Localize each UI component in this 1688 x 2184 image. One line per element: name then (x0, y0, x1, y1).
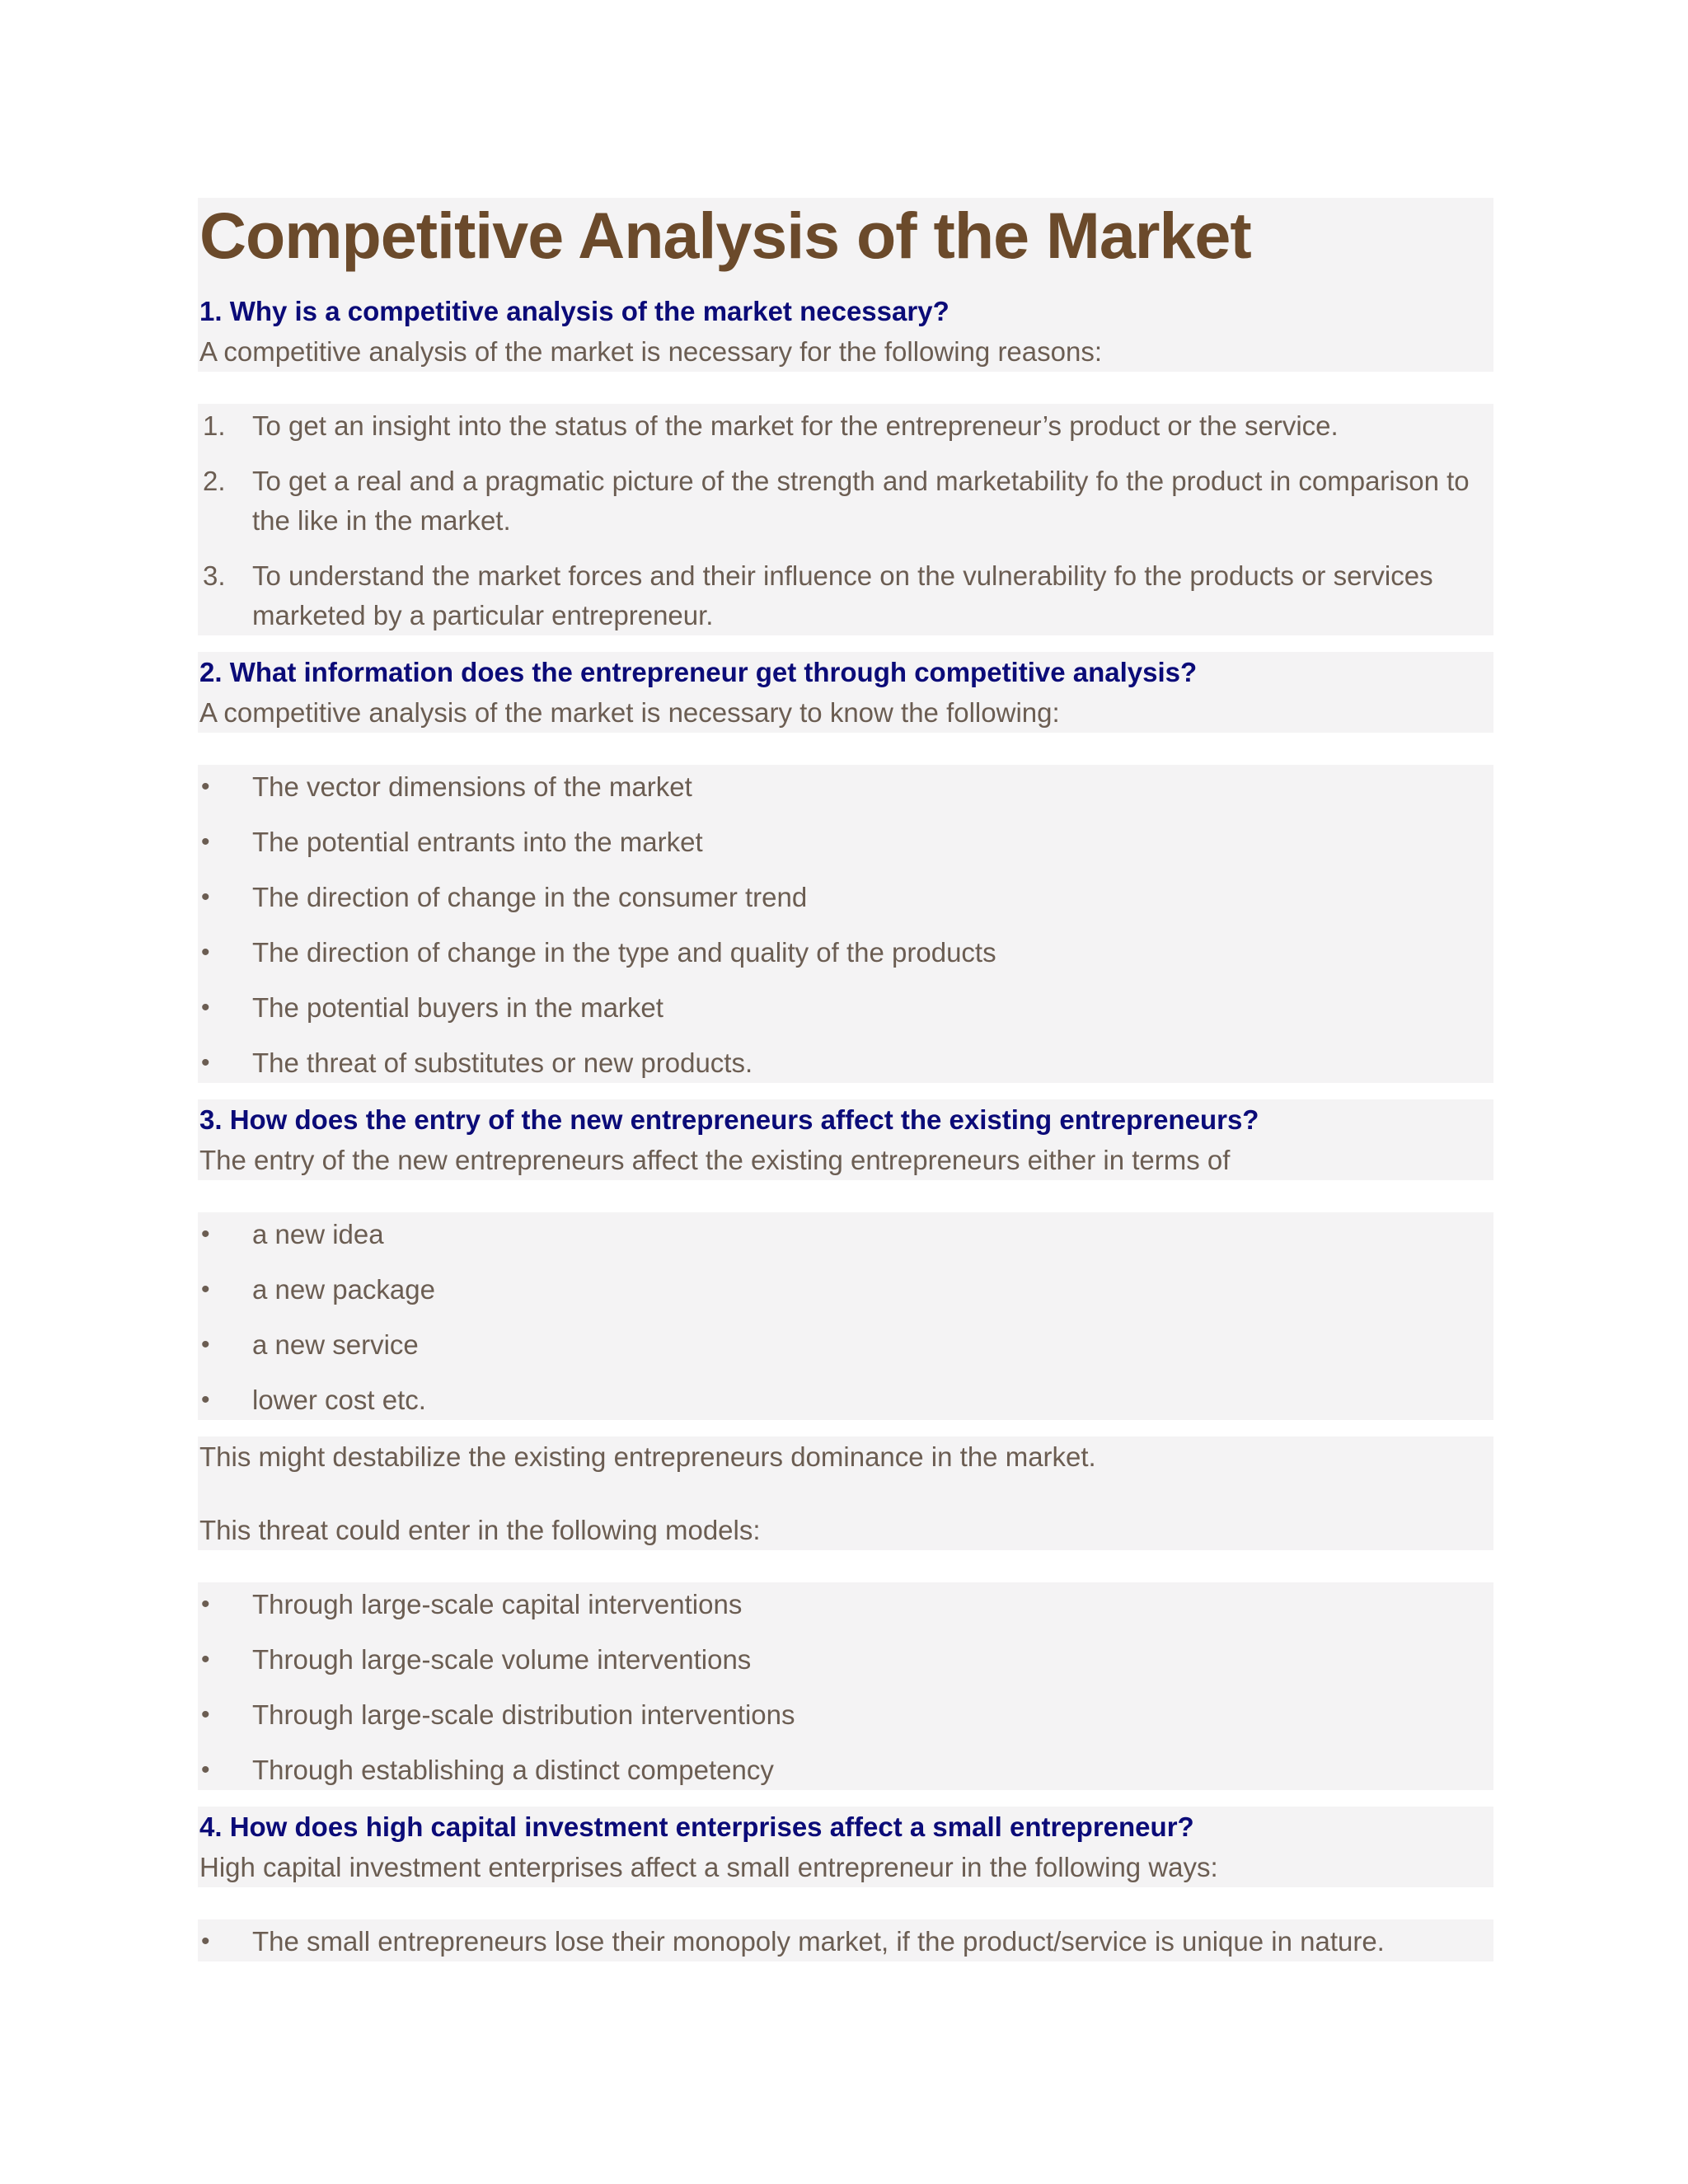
list-item-text: The small entrepreneurs lose their monopoly market, if the product/service is unique in nature. (252, 1926, 1385, 1957)
bullet-icon: • (201, 828, 210, 855)
list-item (198, 765, 1493, 815)
list-item-text: The threat of substitutes or new products. (252, 1047, 753, 1078)
list-item (198, 549, 1493, 635)
list-number: 3. (203, 560, 226, 591)
section-4-intro: High capital investment enterprises affect a small entrepreneur in the following ways: (199, 1852, 1218, 1882)
list-item-text: The vector dimensions of the market (252, 771, 692, 802)
section-1-heading: 1. Why is a competitive analysis of the market necessary? (199, 296, 950, 326)
section-4-bullet-list (198, 1919, 1493, 1961)
document-page (198, 198, 1493, 1961)
list-item (198, 1318, 1493, 1373)
section-2-list-block (198, 765, 1493, 1083)
section-3-list-block (198, 1212, 1493, 1420)
list-item-text: To get an insight into the status of the market for the entrepreneur’s product or the service. (252, 410, 1339, 441)
list-item (198, 1036, 1493, 1083)
list-item (198, 1919, 1493, 1961)
bullet-icon: • (201, 1701, 210, 1728)
list-item (198, 815, 1493, 870)
section-1-numbered-list (198, 404, 1493, 635)
section-2-heading: 2. What information does the entrepreneur get through competitive analysis? (199, 657, 1198, 687)
list-item (198, 1212, 1493, 1263)
list-item (198, 1582, 1493, 1633)
bullet-icon: • (201, 1386, 210, 1413)
paragraph: This might destabilize the existing entrepreneurs dominance in the market. (199, 1441, 1096, 1472)
list-number: 2. (203, 466, 226, 496)
bullet-icon: • (201, 1928, 210, 1955)
list-item-text: Through establishing a distinct competency (252, 1755, 774, 1785)
bullet-icon: • (201, 883, 210, 911)
section-3-intro: The entry of the new entrepreneurs affect the existing entrepreneurs either in terms of (199, 1145, 1231, 1175)
bullet-icon: • (201, 1221, 210, 1248)
section-1-list-block (198, 404, 1493, 635)
list-item-text: To get a real and a pragmatic picture of the strength and marketability fo the product in comparison to the like in the market. (252, 466, 1470, 536)
list-item-text: Through large-scale volume interventions (252, 1644, 752, 1675)
list-item (198, 1373, 1493, 1420)
section-2-bullet-list (198, 765, 1493, 1083)
section-3-models-list-block (198, 1582, 1493, 1790)
bullet-icon: • (201, 1049, 210, 1076)
list-item-text: The direction of change in the consumer trend (252, 882, 808, 912)
list-item (198, 926, 1493, 981)
list-item-text: Through large-scale capital interventions (252, 1589, 743, 1619)
list-item (198, 870, 1493, 926)
list-item-text: The direction of change in the type and quality of the products (252, 937, 996, 968)
list-item-text: a new package (252, 1274, 435, 1305)
bullet-icon: • (201, 939, 210, 966)
bullet-icon: • (201, 773, 210, 800)
bullet-icon: • (201, 1756, 210, 1783)
list-item (198, 1633, 1493, 1688)
section-1-intro: A competitive analysis of the market is necessary for the following reasons: (199, 336, 1103, 367)
list-item-text: The potential buyers in the market (252, 992, 663, 1023)
section-3-header-block (198, 1099, 1493, 1180)
section-3-bullet-list (198, 1212, 1493, 1420)
page-title: Competitive Analysis of the Market (199, 199, 1251, 272)
list-item-text: lower cost etc. (252, 1385, 426, 1415)
paragraph: This threat could enter in the following models: (199, 1515, 761, 1545)
list-item (198, 1263, 1493, 1318)
list-item-text: The potential entrants into the market (252, 827, 703, 857)
section-2-intro: A competitive analysis of the market is necessary to know the following: (199, 697, 1060, 728)
list-number: 1. (203, 410, 226, 441)
list-item (198, 1688, 1493, 1743)
section-4-heading: 4. How does high capital investment enterprises affect a small entrepreneur? (199, 1811, 1194, 1842)
list-item (198, 981, 1493, 1036)
section-2-header-block (198, 652, 1493, 733)
section-3-heading: 3. How does the entry of the new entrepreneurs affect the existing entrepreneurs? (199, 1104, 1259, 1135)
list-item-text: Through large-scale distribution interventions (252, 1699, 795, 1730)
list-item (198, 404, 1493, 454)
section-1-header-block (198, 198, 1493, 372)
list-item (198, 454, 1493, 549)
list-item-text: a new service (252, 1329, 419, 1360)
list-item (198, 1743, 1493, 1790)
bullet-icon: • (201, 994, 210, 1021)
section-3-models-bullet-list (198, 1582, 1493, 1790)
bullet-icon: • (201, 1331, 210, 1358)
section-4-list-block (198, 1919, 1493, 1961)
list-item-text: To understand the market forces and their influence on the vulnerability fo the products or services marketed by a particular entrepreneur. (252, 560, 1433, 630)
list-item-text: a new idea (252, 1219, 384, 1249)
bullet-icon: • (201, 1276, 210, 1303)
section-4-header-block (198, 1807, 1493, 1887)
bullet-icon: • (201, 1646, 210, 1673)
section-3-paragraph-block (198, 1436, 1493, 1550)
bullet-icon: • (201, 1591, 210, 1618)
